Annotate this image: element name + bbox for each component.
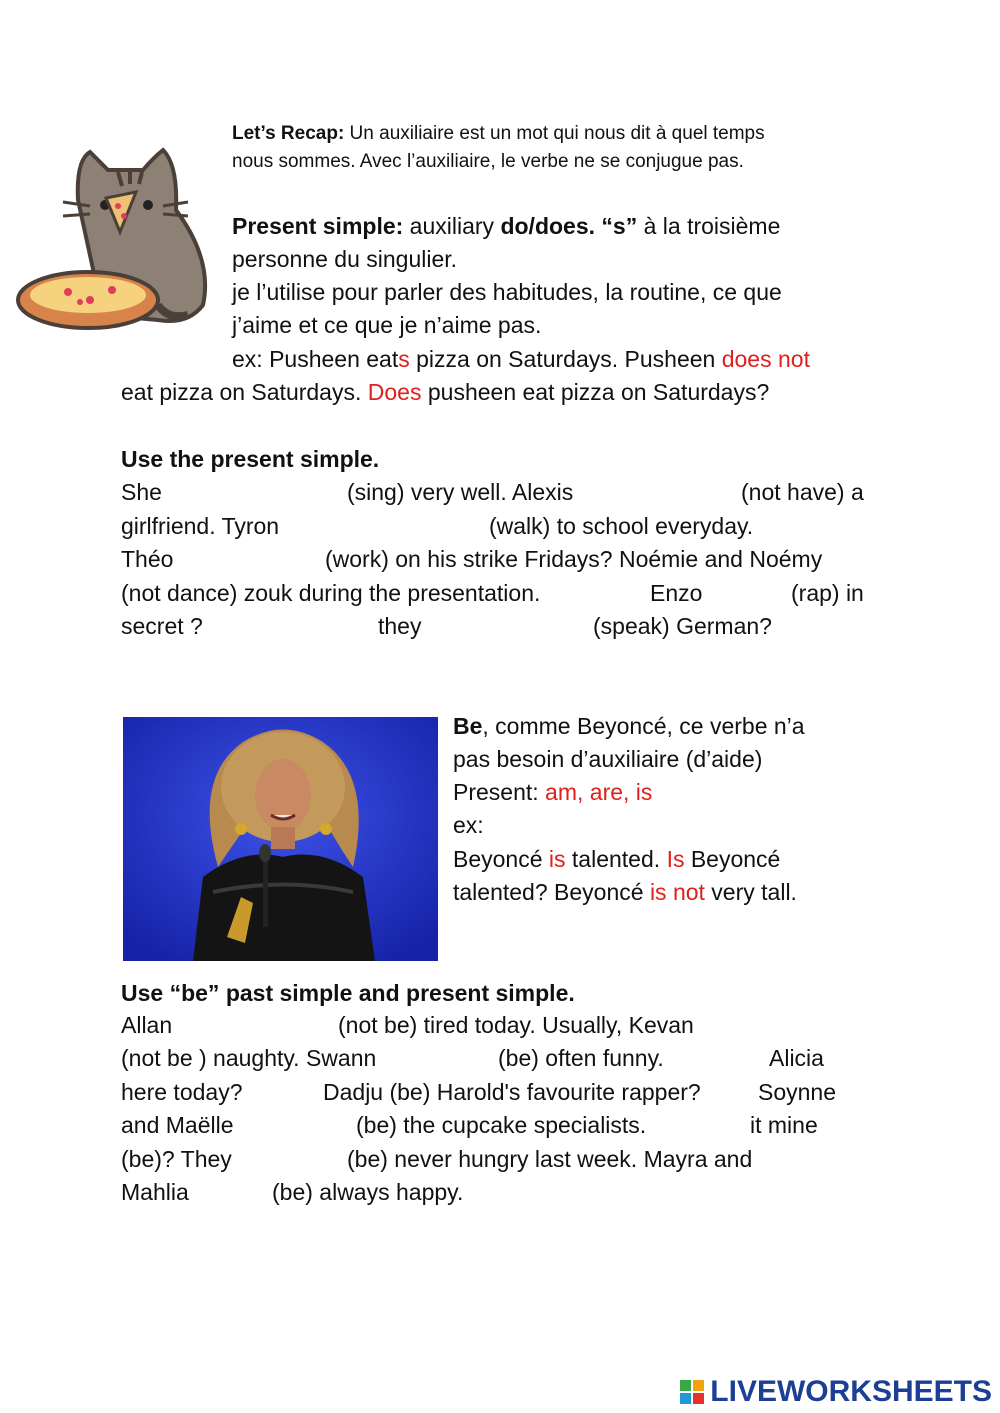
beyonce-photo [123, 717, 438, 961]
present-simple-line-1 [232, 210, 780, 243]
auxiliary-bold: do/does. “s” [500, 213, 638, 239]
recap-label: Let’s Recap: [232, 123, 345, 144]
exercise2-text: (not be) tired today. Usually, Kevan [338, 1012, 694, 1038]
exercise2-text: Mahlia [121, 1179, 189, 1205]
be-bold: Be [453, 713, 483, 739]
exercise1-title: Use the present simple. [121, 446, 380, 472]
text: auxiliary [403, 213, 501, 239]
recap-text-1: Un auxiliaire est un mot qui nous dit à quel temps [344, 123, 765, 144]
exercise1-text: (walk) to school everyday. [489, 513, 754, 539]
exercise1-text: Enzo [650, 580, 703, 606]
exercise2-text: Soynne [758, 1079, 837, 1105]
present-simple-line-3: je l’utilise pour parler des habitudes, la routine, ce que [232, 279, 782, 305]
logo-mark-icon [680, 1380, 704, 1404]
pusheen-cat-illustration [8, 140, 223, 340]
liveworksheets-logo[interactable] [680, 1375, 992, 1409]
exercise2-text: Dadju (be) Harold's favourite rapper? [323, 1079, 701, 1105]
present-simple-line-2: personne du singulier. [232, 246, 458, 272]
highlight: Is [666, 846, 685, 872]
exercise2-text: (be)? They [121, 1146, 232, 1172]
exercise2-text: (not be ) naughty. Swann [121, 1045, 377, 1071]
present-simple-example-1 [232, 343, 810, 376]
text: pizza on Saturdays. Pusheen [409, 346, 722, 372]
exercise2-text: it mine [750, 1112, 818, 1138]
exercise1-text: (sing) very well. Alexis [347, 479, 574, 505]
highlight: does not [721, 346, 810, 372]
exercise2-text: Allan [121, 1012, 173, 1038]
be-line-5 [453, 843, 780, 876]
highlight: s [398, 346, 410, 372]
exercise1-text: secret ? [121, 613, 203, 639]
recap-line-2: nous sommes. Avec l’auxiliaire, le verbe ne se conjugue pas. [232, 151, 744, 172]
present-simple-line-4: j’aime et ce que je n’aime pas. [232, 312, 542, 338]
text: ex: Pusheen eat [232, 346, 399, 372]
exercise1-text: they [378, 613, 422, 639]
exercise2-text: (be) never hungry last week. Mayra and [347, 1146, 753, 1172]
text: Present: [453, 779, 546, 805]
text: , comme Beyoncé, ce verbe n’a [482, 713, 805, 739]
exercise2-text: here today? [121, 1079, 243, 1105]
exercise1-text: Théo [121, 546, 174, 572]
highlight: Does [367, 379, 422, 405]
logo-text: LIVEWORKSHEETS [710, 1375, 992, 1408]
present-simple-example-2 [121, 376, 769, 409]
text: à la troisième [637, 213, 781, 239]
present-simple-heading: Present simple: [232, 213, 404, 239]
be-line-6 [453, 876, 797, 909]
be-line-1 [453, 710, 805, 743]
exercise2-text: Alicia [769, 1045, 824, 1071]
exercise1-text: girlfriend. Tyron [121, 513, 280, 539]
exercise1-text: She [121, 479, 162, 505]
text: eat pizza on Saturdays. [121, 379, 368, 405]
text: Beyoncé [684, 846, 781, 872]
exercise1-text: (not dance) zouk during the presentation. [121, 580, 541, 606]
highlight: is [548, 846, 566, 872]
exercise2-title: Use “be” past simple and present simple. [121, 980, 575, 1006]
text: Beyoncé [453, 846, 549, 872]
be-line-2: pas besoin d’auxiliaire (d’aide) [453, 746, 763, 772]
text: talented? Beyoncé [453, 879, 650, 905]
text: very tall. [704, 879, 797, 905]
exercise2-text: and Maëlle [121, 1112, 234, 1138]
recap-line-1 [232, 120, 765, 148]
be-line-4: ex: [453, 812, 484, 838]
exercise2-text: (be) often funny. [498, 1045, 664, 1071]
highlight: is not [649, 879, 705, 905]
exercise1-text: (not have) a [741, 479, 864, 505]
text: pusheen eat pizza on Saturdays? [421, 379, 770, 405]
highlight: am, are, is [545, 779, 653, 805]
exercise2-text: (be) the cupcake specialists. [356, 1112, 647, 1138]
exercise1-text: (work) on his strike Fridays? Noémie and Noémy [325, 546, 823, 572]
exercise1-text: (speak) German? [593, 613, 772, 639]
exercise1-text: (rap) in [791, 580, 864, 606]
text: talented. [565, 846, 667, 872]
exercise2-text: (be) always happy. [272, 1179, 464, 1205]
be-line-3 [453, 776, 652, 809]
